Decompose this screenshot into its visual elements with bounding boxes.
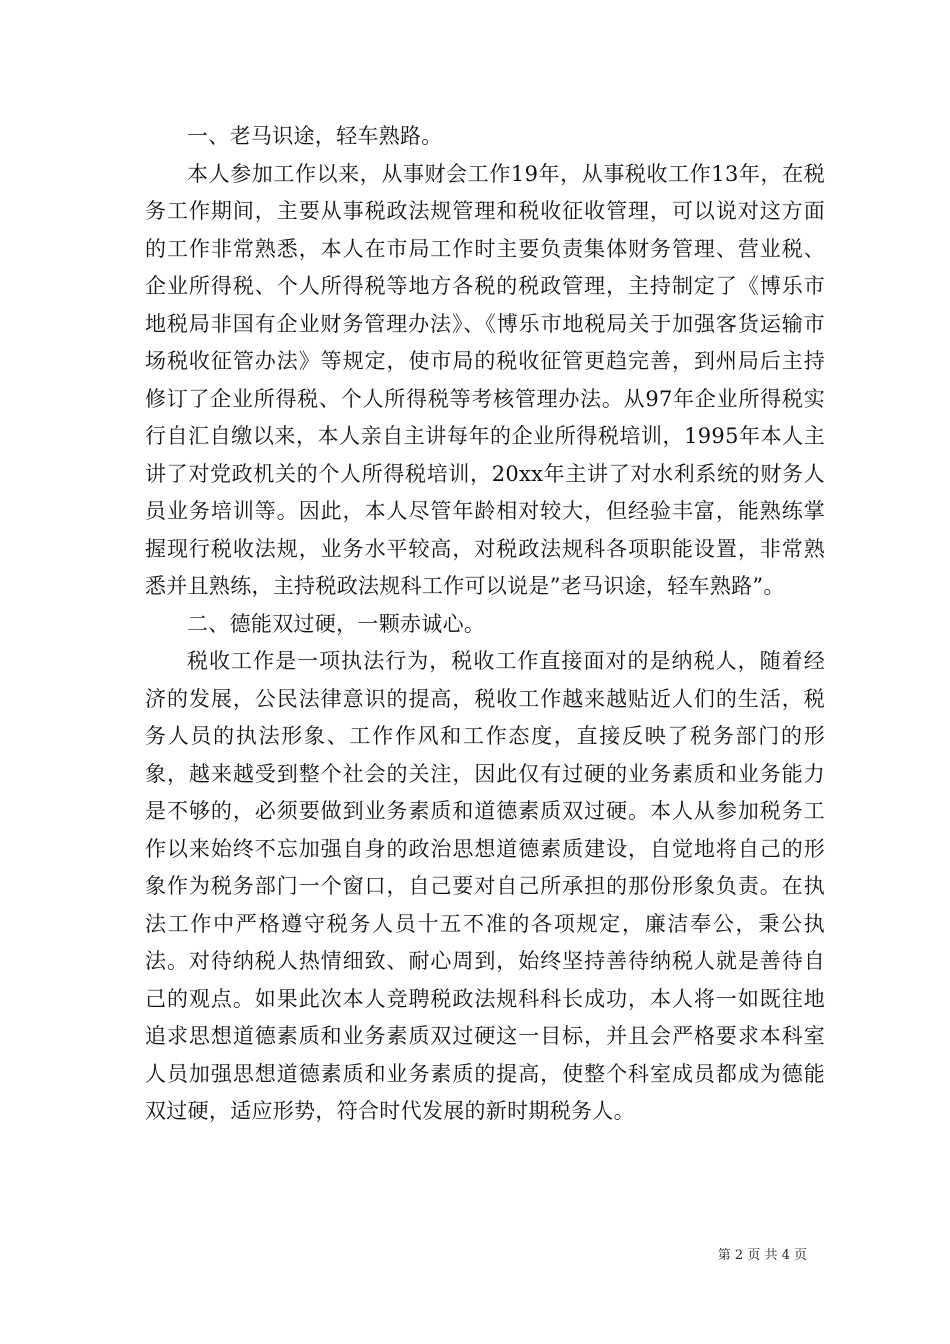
section-heading-2: 二、德能双过硬，一颗赤诚心。	[187, 611, 486, 636]
page-number-footer: 第 2 页 共 4 页	[717, 1248, 807, 1263]
section-paragraph-1: 本人参加工作以来，从事财会工作19年，从事税收工作13年，在税务工作期间，主要从事税政法规管理和税收征收管理，可以说对这方面的工作非常熟悉，本人在市局工作时主要负责集体财务管理、营业税、企业所得税、个人所得税等地方各税的税政管理，主持制定了《博乐市地税局非国有企业财务管理办法》、《博乐市地税局关于加强客货运输市场税收征管办法》等规定，使市局的税收征管更趋完善，到州局后主持修订了企业所得税、个人所得税等考核管理办法。从97年企业所得税实行自汇自缴以来，本人亲自主讲每年的企业所得税培训，1995年本人主讲了对党政机关的个人所得税培训，20xx年主讲了对水利系统的财务人员业务培训等。因此，本人尽管年龄相对较大，但经验丰富，能熟练掌握现行税收法规，业务水平较高，对税政法规科各项职能设置，非常熟悉并且熟练，主持税政法规科工作可以说是”老马识途，轻车熟路”。	[145, 161, 825, 598]
section-heading-1: 一、老马识途，轻车熟路。	[187, 124, 443, 148]
section-paragraph-2: 税收工作是一项执法行为，税收工作直接面对的是纳税人，随着经济的发展，公民法律意识的提高，税收工作越来越贴近人们的生活，税务人员的执法形象、工作作风和工作态度，直接反映了税务部门的形象，越来越受到整个社会的关注，因此仅有过硬的业务素质和业务能力是不够的，必须要做到业务素质和道德素质双过硬。本人从参加税务工作以来始终不忘加强自身的政治思想道德素质建设，自觉地将自己的形象作为税务部门一个窗口，自己要对自己所承担的那份形象负责。在执法工作中严格遵守税务人员十五不准的各项规定，廉洁奉公，秉公执法。对待纳税人热情细致、耐心周到，始终坚持善待纳税人就是善待自己的观点。如果此次本人竞聘税政法规科科长成功，本人将一如既往地追求思想道德素质和业务素质双过硬这一目标，并且会严格要求本科室人员加强思想道德素质和业务素质的提高，使整个科室成员都成为德能双过硬，适应形势，符合时代发展的新时期税务人。	[145, 649, 825, 1123]
document-body	[145, 118, 825, 1131]
